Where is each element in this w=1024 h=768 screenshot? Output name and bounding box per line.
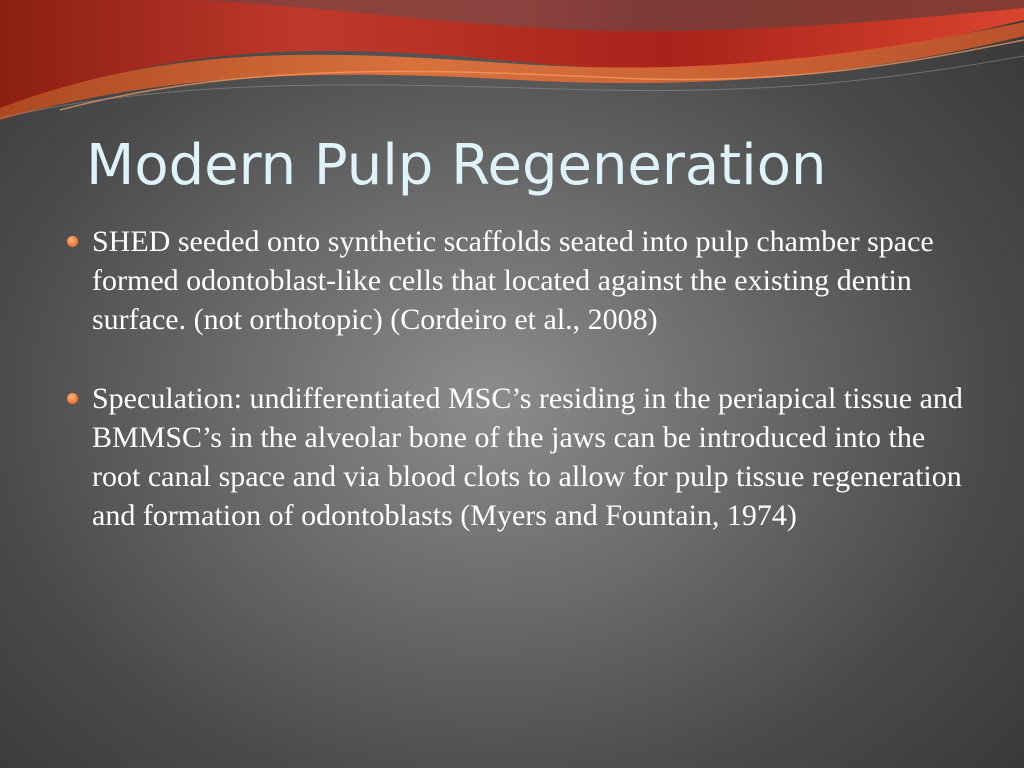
bullet-dot-icon: [67, 236, 78, 247]
bullet-item: [0, 222, 1024, 339]
bullet-text: Speculation: undifferentiated MSC’s residing in the periapical tissue and BMMSC’s in the alveolar bone of the jaws can be introduced into the root canal space and via blood clots to allow for pulp tissue regeneration and formation of odontoblasts (Myers and Fountain, 1974): [92, 382, 963, 532]
bullet-list: [0, 222, 1024, 535]
decorative-swoosh-header: [0, 0, 1024, 130]
slide-title: Modern Pulp Regeneration: [86, 133, 827, 198]
bullet-item: [0, 379, 1024, 535]
bullet-text: SHED seeded onto synthetic scaffolds seated into pulp chamber space formed odontoblast-like cells that located against the existing dentin surface. (not orthotopic) (Cordeiro et al., 2008): [92, 225, 934, 336]
bullet-dot-icon: [67, 393, 78, 404]
